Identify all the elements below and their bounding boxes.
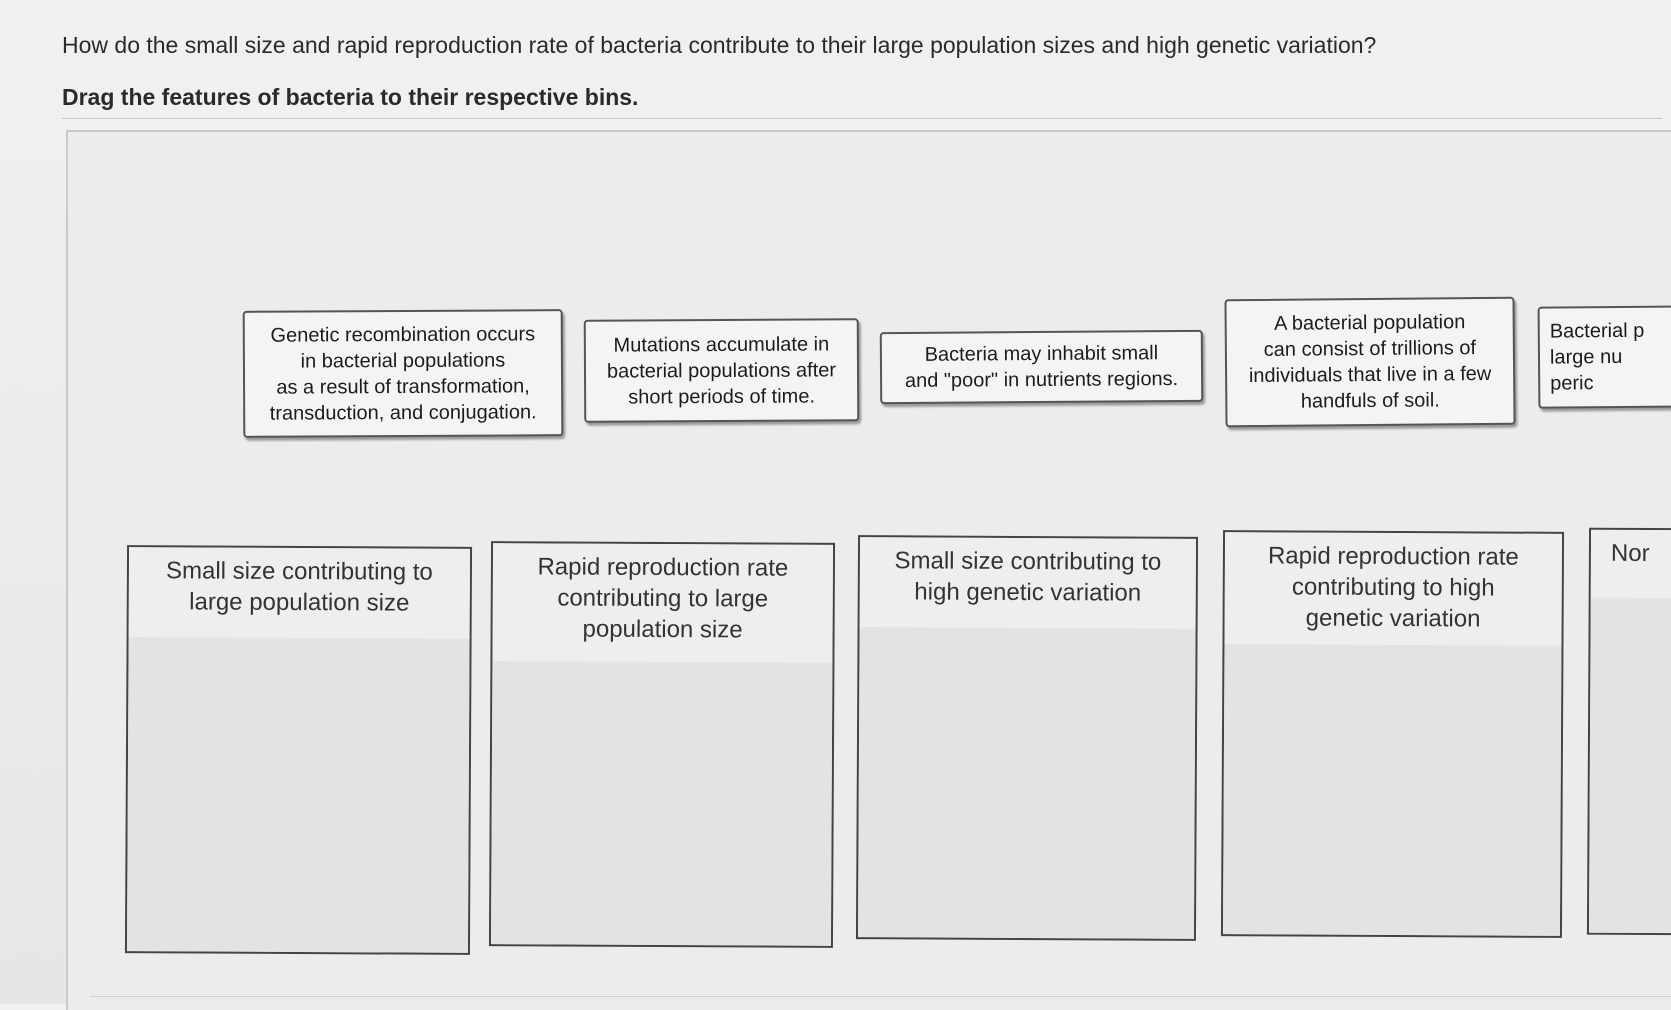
draggable-card-partially-visible[interactable] <box>1538 305 1671 408</box>
bin-drop-area <box>491 661 832 946</box>
bin-rapid-reproduction-large-population[interactable] <box>489 541 835 948</box>
card-label: A bacterial population can consist of trillions of individuals that live in a few handfuls of soil. <box>1248 311 1492 413</box>
bin-title: Nor <box>1591 530 1671 599</box>
bin-title: Small size contributing to high genetic variation <box>860 537 1196 629</box>
bin-drop-area <box>1223 644 1562 936</box>
bin-small-size-genetic-variation[interactable] <box>856 535 1198 941</box>
draggable-card-genetic-recombination[interactable] <box>243 309 564 438</box>
bin-small-size-large-population[interactable] <box>125 545 472 955</box>
card-label: Bacterial p large nu peric <box>1549 319 1645 395</box>
bin-title: Rapid reproduction rate contributing to high genetic variation <box>1224 532 1562 646</box>
instruction-text: Drag the features of bacteria to their respective bins. <box>62 84 639 110</box>
draggable-card-inhabit-small-regions[interactable] <box>880 330 1203 404</box>
bin-title: Rapid reproduction rate contributing to large population size <box>492 543 833 663</box>
bin-drop-area <box>858 627 1196 939</box>
card-label: Genetic recombination occurs in bacterial populations as a result of transformation, transduction, and conjugation. <box>269 322 537 425</box>
question-text: How do the small size and rapid reproduction rate of bacteria contribute to their large population sizes and high genetic variation? <box>62 32 1377 58</box>
bin-partially-visible[interactable] <box>1587 528 1671 936</box>
card-label: Mutations accumulate in bacterial populations after short periods of time. <box>606 332 837 408</box>
card-label: Bacteria may inhabit small and "poor" in nutrients regions. <box>904 342 1179 392</box>
workspace-bottom-edge <box>90 996 1671 997</box>
draggable-card-trillions-of-individuals[interactable] <box>1224 297 1515 428</box>
bin-title: Small size contributing to large population size <box>129 547 470 639</box>
bin-drop-area <box>1589 598 1671 934</box>
draggable-card-mutations-accumulate[interactable] <box>584 318 860 422</box>
header-divider <box>62 118 1662 119</box>
bin-drop-area <box>127 637 470 953</box>
bin-rapid-reproduction-genetic-variation[interactable] <box>1221 530 1564 938</box>
